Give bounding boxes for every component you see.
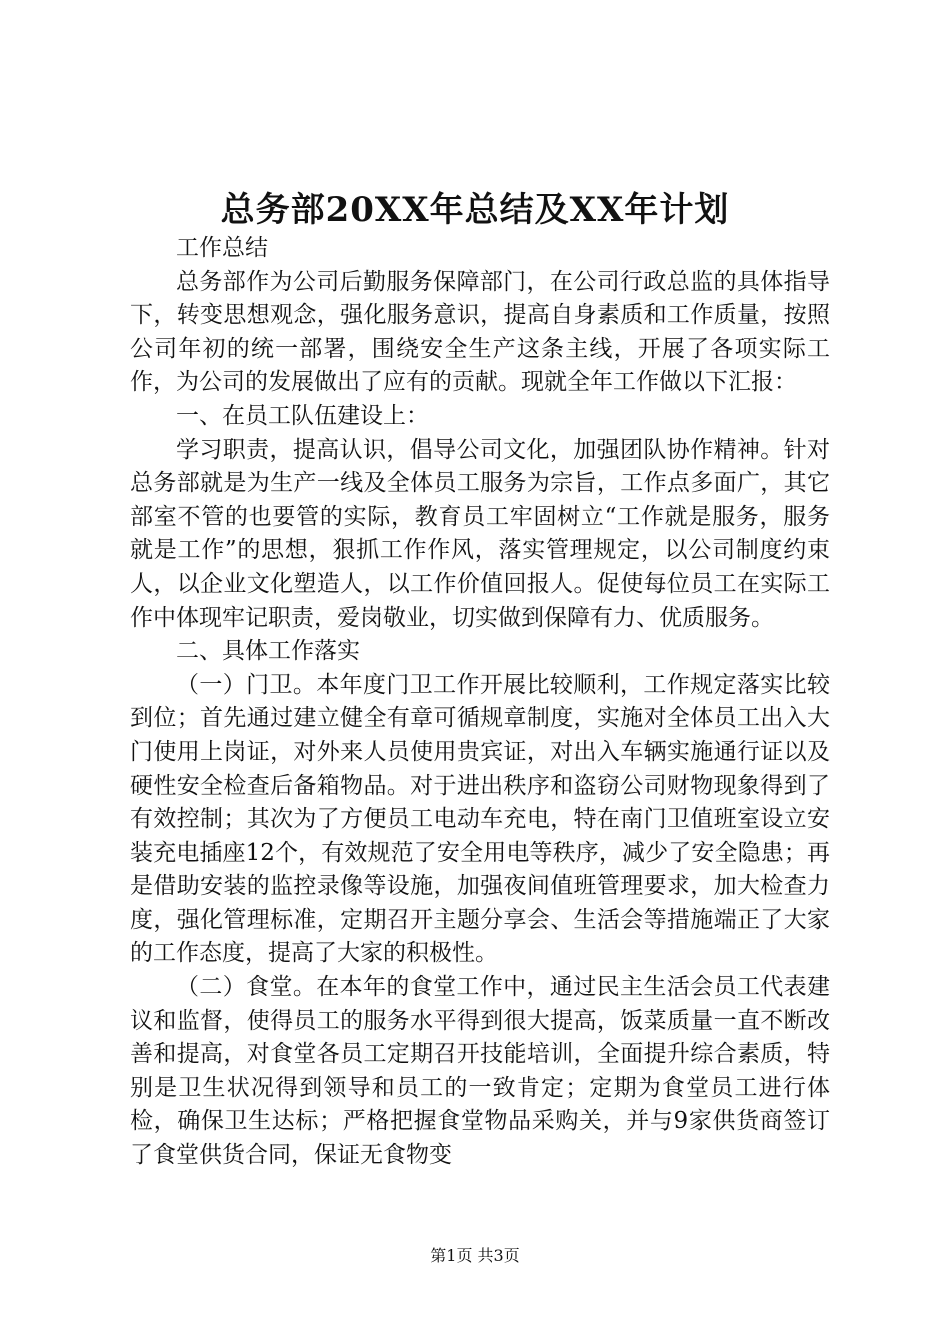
paragraph-intro: 总务部作为公司后勤服务保障部门，在公司行政总监的具体指导下，转变思想观念，强化服务意识，提高自身素质和工作质量，按照公司年初的统一部署，围绕安全生产这条主线，开展了各项实际工作，为公司的发展做出了应有的贡献。现就全年工作做以下汇报： bbox=[130, 268, 830, 396]
section-heading-team-building: 一、在员工队伍建设上： bbox=[176, 402, 429, 429]
paragraph-gatekeeping: （一）门卫。本年度门卫工作开展比较顺利，工作规定落实比较到位；首先通过建立健全有章可循规章制度，实施对全体员工出入大门使用上岗证，对外来人员使用贵宾证，对出入车辆实施通行证以及硬性安全检查后备箱物品。对于进出秩序和盗窃公司财物现象得到了有效控制；其次为了方便员工电动车充电，特在南门卫值班室设立安装充电插座12个，有效规范了安全用电等秩序，减少了安全隐患；再是借助安装的监控录像等设施，加强夜间值班管理要求，加大检查力度，强化管理标准，定期召开主题分享会、生活会等措施端正了大家的工作态度，提高了大家的积极性。 bbox=[130, 671, 830, 967]
paragraph-team-building: 学习职责，提高认识，倡导公司文化，加强团队协作精神。针对总务部就是为生产一线及全体员工服务为宗旨，工作点多面广，其它部室不管的也要管的实际，教育员工牢固树立“工作就是服务，服务就是工作”的思想，狠抓工作作风，落实管理规定，以公司制度约束人，以企业文化塑造人，以工作价值回报人。促使每位员工在实际工作中体现牢记职责，爱岗敬业，切实做到保障有力、优质服务。 bbox=[130, 436, 830, 631]
section-heading-work-summary: 工作总结 bbox=[176, 235, 268, 261]
document-title: 总务部20XX年总结及XX年计划 bbox=[220, 190, 730, 230]
page-footer: 第1页 共3页 bbox=[430, 1246, 520, 1265]
document-body bbox=[130, 232, 830, 1173]
section-heading-specific-work: 二、具体工作落实 bbox=[176, 638, 360, 665]
paragraph-canteen: （二）食堂。在本年的食堂工作中，通过民主生活会员工代表建议和监督，使得员工的服务水平得到很大提高，饭菜质量一直不断改善和提高，对食堂各员工定期召开技能培训，全面提升综合素质，特别是卫生状况得到领导和员工的一致肯定；定期为食堂员工进行体检，确保卫生达标；严格把握食堂物品采购关，并与9家供货商签订了食堂供货合同，保证无食物变 bbox=[130, 974, 830, 1169]
